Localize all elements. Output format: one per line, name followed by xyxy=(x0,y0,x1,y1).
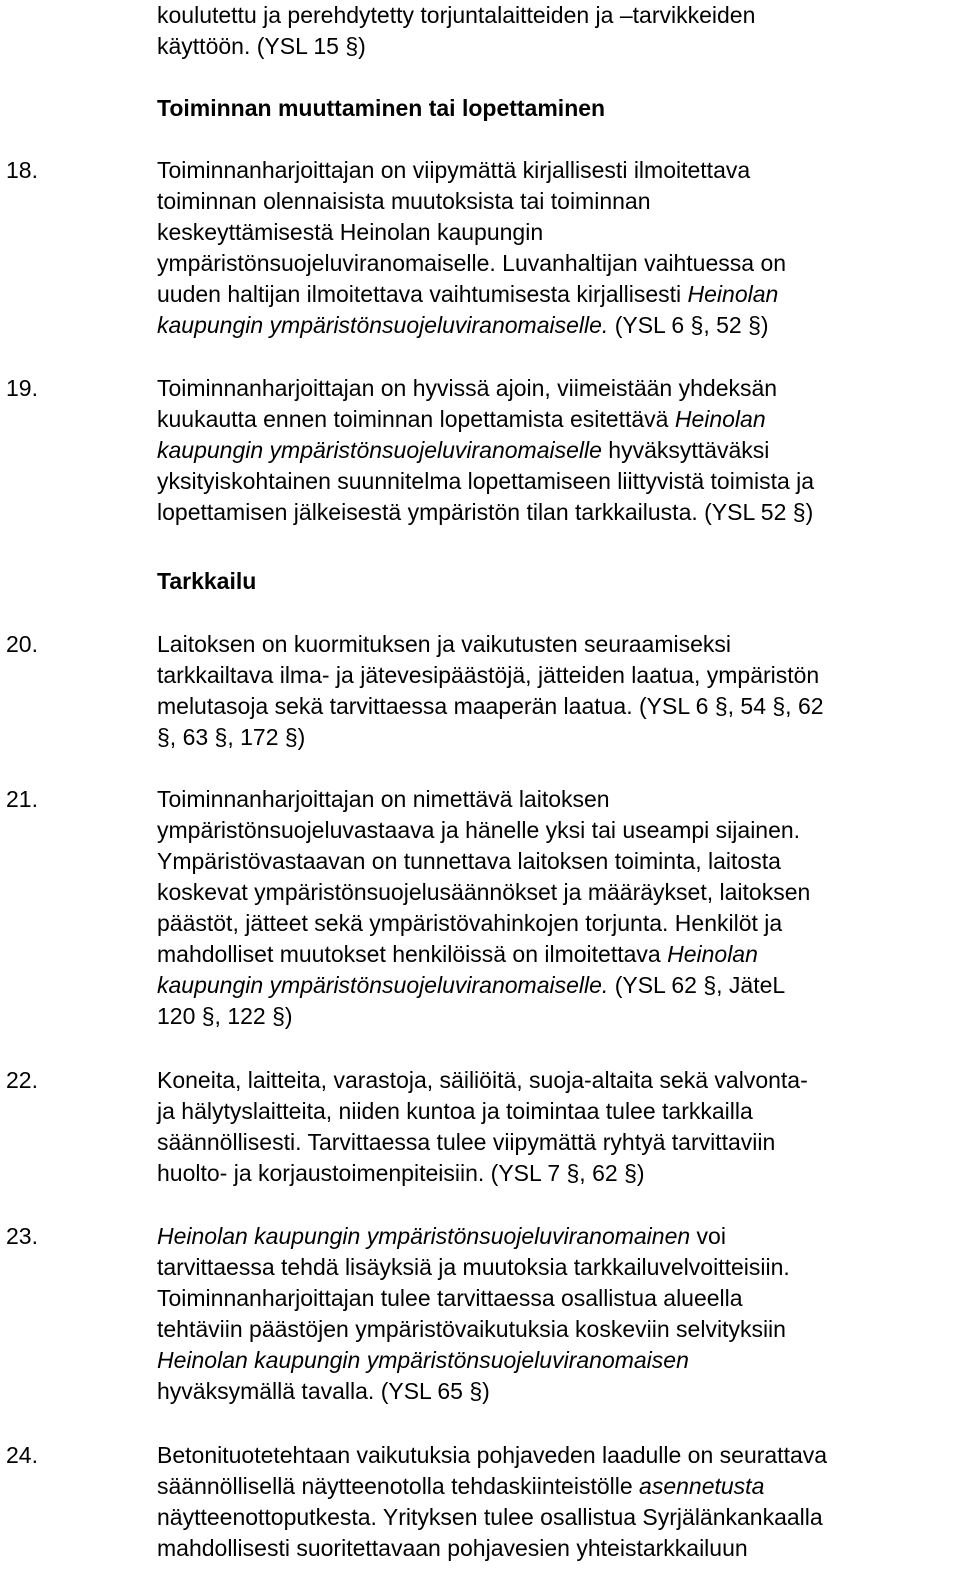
italic-run: kaupungin ympäristönsuojeluviranomaiselle xyxy=(157,437,602,463)
text-line: keskeyttämisestä Heinolan kaupungin xyxy=(157,219,544,245)
text-line: lopettamisen jälkeisestä ympäristön tilan tarkkailusta. (YSL 52 §) xyxy=(157,499,814,525)
text-run: säännöllisellä näytteenotolla tehdaskiinteistölle xyxy=(157,1473,640,1499)
list-item xyxy=(157,155,947,341)
text-run: kuukautta ennen toiminnan lopettamista esitettävä xyxy=(157,406,675,432)
text-line: ja hälytyslaitteita, niiden kuntoa ja toimintaa tulee tarkkailla xyxy=(157,1098,753,1124)
text-line: 120 §, 122 §) xyxy=(157,1003,293,1029)
item-number: 21. xyxy=(6,786,38,812)
text-line: Betonituotetehtaan vaikutuksia pohjaveden laadulle on seurattava xyxy=(157,1442,828,1468)
text-line: huolto- ja korjaustoimenpiteisiin. (YSL 7 §, 62 §) xyxy=(157,1160,645,1186)
italic-run: kaupungin ympäristönsuojeluviranomaiselle. xyxy=(157,312,609,338)
text-run: voi xyxy=(690,1223,726,1249)
italic-run: Heinolan xyxy=(687,281,779,307)
section-heading: Tarkkailu xyxy=(157,568,257,594)
italic-run: Heinolan xyxy=(667,941,758,967)
italic-run: Heinolan kaupungin ympäristönsuojeluviranomaisen xyxy=(157,1347,689,1373)
text-line xyxy=(157,279,947,310)
text-line: koulutettu ja perehdytetty torjuntalaitteiden ja –tarvikkeiden xyxy=(157,2,756,28)
text-line: Toiminnanharjoittajan on nimettävä laitoksen xyxy=(157,786,610,812)
list-item xyxy=(157,1065,947,1189)
text-run: uuden haltijan ilmoitettava vaihtumisesta kirjallisesti xyxy=(157,281,688,307)
item-number: 22. xyxy=(6,1067,38,1093)
text-line: hyväksymällä tavalla. (YSL 65 §) xyxy=(157,1378,490,1404)
list-item xyxy=(157,1440,947,1564)
text-line: toiminnan olennaisista muutoksista tai toiminnan xyxy=(157,188,651,214)
text-line xyxy=(157,939,947,970)
text-line: melutasoja sekä tarvittaessa maaperän laatua. (YSL 6 §, 54 §, 62 xyxy=(157,693,824,719)
text-line: Ympäristövastaavan on tunnettava laitoksen toiminta, laitosta xyxy=(157,848,781,874)
text-line: Toiminnanharjoittajan on viipymättä kirjallisesti ilmoitettava xyxy=(157,157,751,183)
text-line: Koneita, laitteita, varastoja, säiliöitä, suoja-altaita sekä valvonta- xyxy=(157,1067,808,1093)
section-heading: Toiminnan muuttaminen tai lopettaminen xyxy=(157,95,606,121)
text-line: ympäristönsuojeluviranomaiselle. Luvanhaltijan vaihtuessa on xyxy=(157,250,787,276)
text-line xyxy=(157,404,947,435)
text-line: tarkkailtava ilma- ja jätevesipäästöjä, jätteiden laatua, ympäristön xyxy=(157,662,820,688)
text-line: koskevat ympäristönsuojelusäännökset ja määräykset, laitoksen xyxy=(157,879,811,905)
text-line: §, 63 §, 172 §) xyxy=(157,724,306,750)
text-line: näytteenottoputkesta. Yrityksen tulee osallistua Syrjälänkankaalla xyxy=(157,1504,823,1530)
text-run: (YSL 62 §, JäteL xyxy=(608,972,786,998)
text-line: säännöllisesti. Tarvittaessa tulee viipymättä ryhtyä tarvittaviin xyxy=(157,1129,776,1155)
item-number: 20. xyxy=(6,631,38,657)
list-item xyxy=(157,629,947,753)
item-number: 18. xyxy=(6,157,38,183)
text-line xyxy=(157,310,947,341)
text-line: päästöt, jätteet sekä ympäristövahinkojen torjunta. Henkilöt ja xyxy=(157,910,783,936)
text-line xyxy=(157,1471,947,1502)
list-item xyxy=(157,373,947,528)
text-line: tehtäviin päästöjen ympäristövaikutuksia koskeviin selvityksiin xyxy=(157,1316,786,1342)
item-number: 19. xyxy=(6,375,38,401)
item-number: 24. xyxy=(6,1442,38,1468)
text-line: tarvittaessa tehdä lisäyksiä ja muutoksia tarkkailuvelvoitteisiin. xyxy=(157,1254,790,1280)
text-run: mahdolliset muutokset henkilöissä on ilmoitettava xyxy=(157,941,668,967)
text-line xyxy=(157,435,947,466)
italic-run: kaupungin ympäristönsuojeluviranomaiselle. xyxy=(157,972,609,998)
text-line: Toiminnanharjoittajan on hyvissä ajoin, viimeistään yhdeksän xyxy=(157,375,778,401)
list-item xyxy=(157,1221,947,1407)
text-line xyxy=(157,1221,947,1252)
text-line: Laitoksen on kuormituksen ja vaikutusten seuraamiseksi xyxy=(157,631,732,657)
text-line: Toiminnanharjoittajan tulee tarvittaessa osallistua alueella xyxy=(157,1285,743,1311)
italic-run: asennetusta xyxy=(639,1473,765,1499)
text-line: käyttöön. (YSL 15 §) xyxy=(157,33,366,59)
text-run: hyväksyttäväksi xyxy=(601,437,770,463)
text-line: yksityiskohtainen suunnitelma lopettamiseen liittyvistä toimista ja xyxy=(157,468,815,494)
text-run: (YSL 6 §, 52 §) xyxy=(608,312,769,338)
text-line xyxy=(157,1345,947,1376)
italic-run: Heinolan xyxy=(674,406,766,432)
italic-run: Heinolan kaupungin ympäristönsuojeluviranomainen xyxy=(157,1223,691,1249)
intro-paragraph xyxy=(157,0,947,62)
list-item xyxy=(157,784,947,1032)
text-line: mahdollisesti suoritettavaan pohjavesien yhteistarkkailuun xyxy=(157,1535,748,1561)
item-number: 23. xyxy=(6,1223,38,1249)
text-line xyxy=(157,970,947,1001)
text-line: ympäristönsuojeluvastaava ja hänelle yksi tai useampi sijainen. xyxy=(157,817,801,843)
